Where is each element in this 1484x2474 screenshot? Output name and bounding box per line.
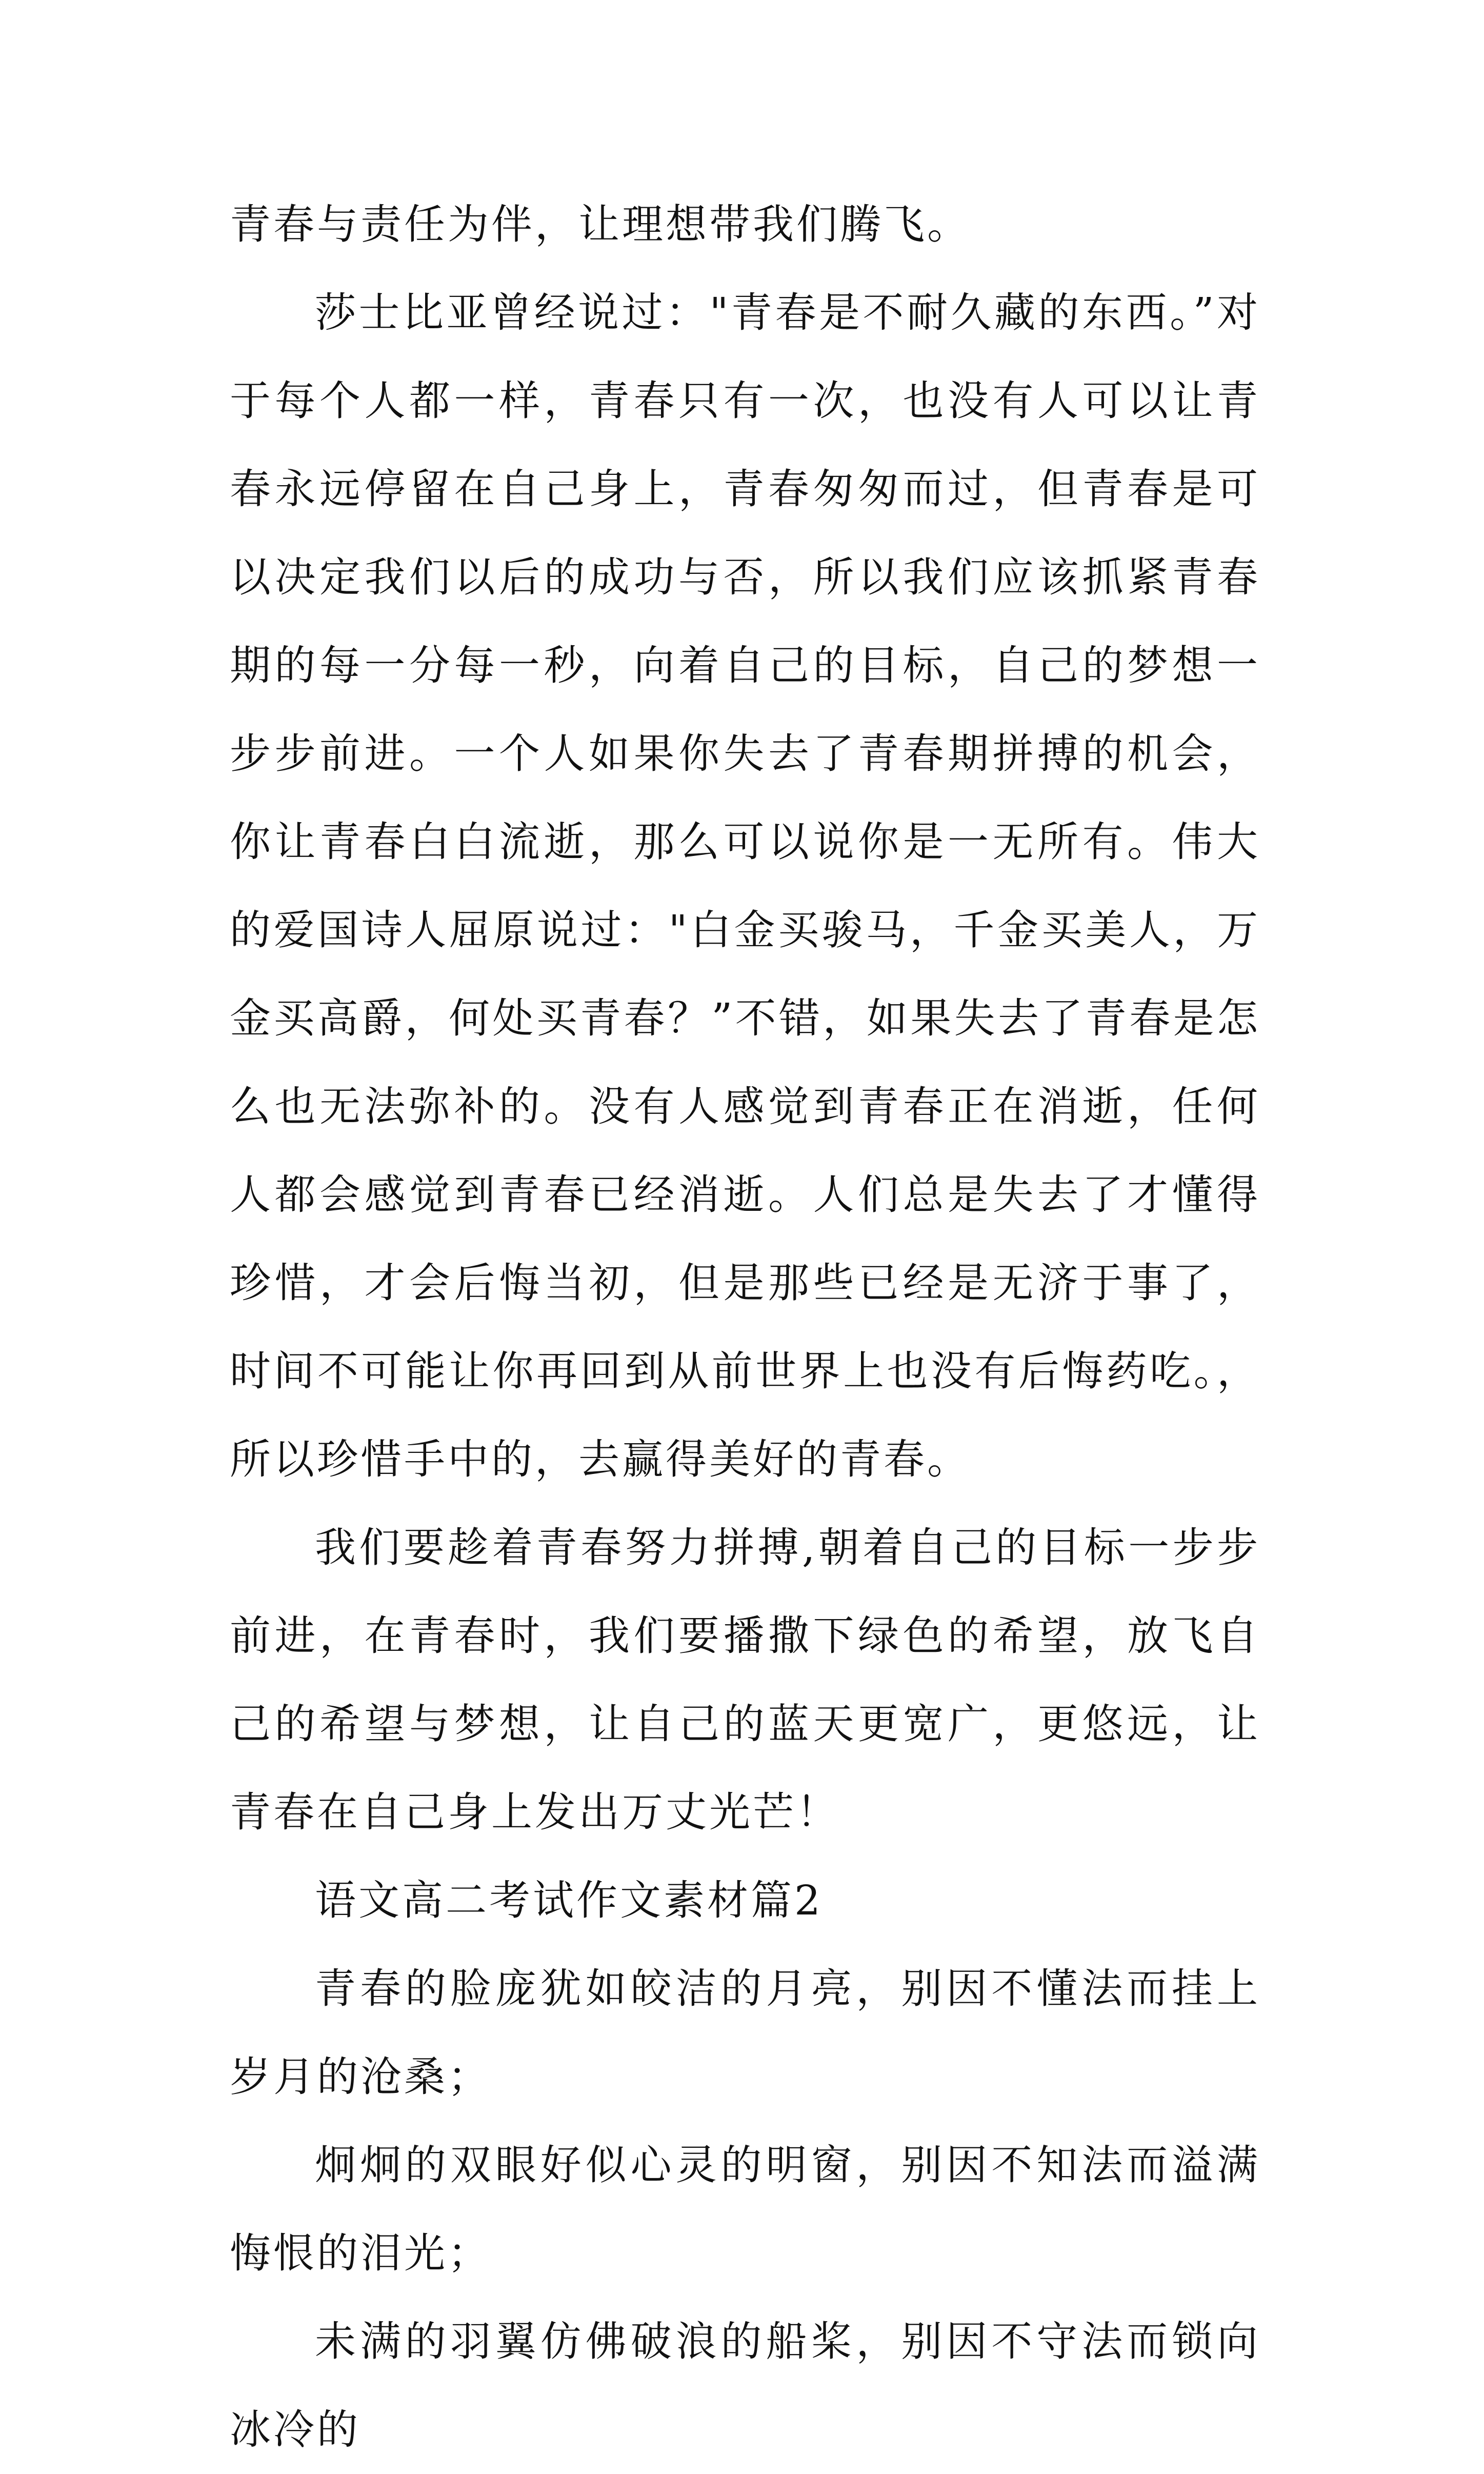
paragraph-3: 我们要趁着青春努力拼搏,朝着自己的目标一步步前进，在青春时，我们要播撒下绿色的希望，放飞自己的希望与梦想，让自己的蓝天更宽广，更悠远，让青春在自己身上发出万丈光芒！ (230, 1524, 1260, 1836)
paragraph-4: 青春的脸庞犹如皎洁的月亮，别因不懂法而挂上岁月的沧桑； (230, 1965, 1260, 2101)
paragraph-2: 莎士比亚曾经说过："青春是不耐久藏的东西。”对于每个人都一样，青春只有一次，也没有人可以让青春永远停留在自己身上，青春匆匆而过，但青春是可以决定我们以后的成功与否，所以我们应该抓紧青春期的每一分每一秒，向着自己的目标，自己的梦想一步步前进。一个人如果你失去了青春期拼搏的机会，你让青春白白流逝，那么可以说你是一无所有。伟大的爱国诗人屈原说过："白金买骏马，千金买美人，万金买高爵，何处买青春？”不错，如果失去了青春是怎么也无法弥补的。没有人感觉到青春正在消逝，任何人都会感觉到青春已经消逝。人们总是失去了才懂得珍惜，才会后悔当初，但是那些已经是无济于事了，时间不可能让你再回到从前世界上也没有后悔药吃。，所以珍惜手中的，去赢得美好的青春。 (230, 289, 1260, 1483)
paragraph-5: 炯炯的双眼好似心灵的明窗，别因不知法而溢满悔恨的泪光； (230, 2141, 1260, 2277)
section-heading: 语文高二考试作文素材篇2 (315, 1877, 823, 1924)
paragraph-1: 青春与责任为伴，让理想带我们腾飞。 (230, 201, 971, 248)
paragraph-6: 未满的羽翼仿佛破浪的船桨，别因不守法而锁向冰冷的 (230, 2318, 1260, 2453)
document-body (230, 181, 1260, 2474)
